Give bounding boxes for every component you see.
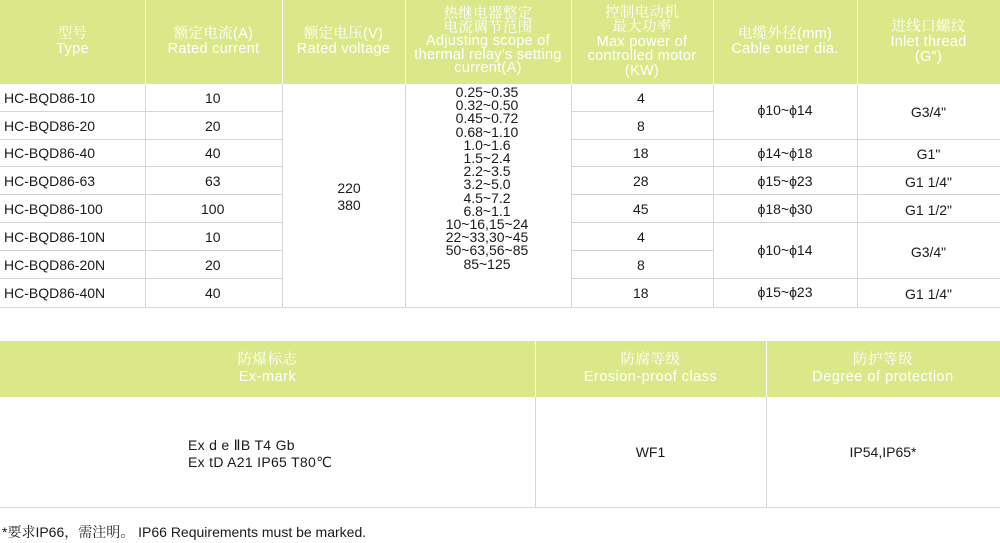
mark-table-bottom-border xyxy=(0,507,1000,508)
header-thermal-en3: current(A) xyxy=(454,60,522,77)
current-cell: 40 xyxy=(205,145,221,161)
ex-mark-line: Ex d e ⅡB T4 Gb xyxy=(188,437,295,453)
row-divider xyxy=(0,111,282,112)
header-power-zh: 控制电动机 xyxy=(605,4,679,21)
thermal-range: 0.45~0.72 xyxy=(455,110,519,127)
inlet-thread-cell: G3/4" xyxy=(910,244,947,260)
row-divider xyxy=(713,166,1000,167)
header-rated-voltage xyxy=(282,0,405,84)
row-divider xyxy=(713,194,1000,195)
header-divider xyxy=(571,0,572,84)
header-current-zh: 额定电流(A) xyxy=(173,26,254,42)
thermal-range: 4.5~7.2 xyxy=(463,189,511,206)
row-divider xyxy=(571,111,713,112)
rated-voltage-cell xyxy=(293,180,405,214)
model-cell: HC-BQD86-40 xyxy=(4,145,96,161)
cable-dia-cell: ϕ10~ϕ14 xyxy=(757,242,813,258)
row-divider xyxy=(713,222,1000,223)
current-cell: 63 xyxy=(205,173,221,189)
inlet-thread-cell: G3/4" xyxy=(910,104,947,120)
thermal-range: 3.2~5.0 xyxy=(463,176,511,193)
thermal-range: 22~33,30~45 xyxy=(445,229,529,246)
thermal-range-list xyxy=(406,86,568,271)
header-divider xyxy=(713,0,714,84)
header-erosion-class xyxy=(535,341,766,397)
current-cell: 10 xyxy=(205,90,221,106)
current-cell: 40 xyxy=(205,285,221,301)
row-divider xyxy=(571,278,713,279)
footnote: *要求IP66，需注明。 IP66 Requirements must be marked. xyxy=(2,524,367,540)
header-protection-degree xyxy=(766,341,1000,397)
thermal-range: 0.32~0.50 xyxy=(455,97,519,114)
ex-mark-line: Ex tD A21 IP65 T80℃ xyxy=(188,454,333,470)
header-thermal-zh2: 电流调节范围 xyxy=(443,19,533,36)
row-divider xyxy=(713,278,1000,279)
header-cable-zh: 电缆外径(mm) xyxy=(737,26,833,42)
header-rated-current xyxy=(145,0,282,84)
header-divider xyxy=(282,0,283,84)
current-cell: 100 xyxy=(201,201,225,217)
header-type xyxy=(0,0,145,84)
model-cell: HC-BQD86-100 xyxy=(4,201,103,217)
header-max-power xyxy=(571,0,713,84)
header-thread-en2: (G") xyxy=(914,48,943,65)
header-power-en3: (KW) xyxy=(624,62,660,79)
row-divider xyxy=(0,194,282,195)
header-current-en: Rated current xyxy=(167,41,260,57)
thermal-range: 0.68~1.10 xyxy=(455,123,519,140)
header-type-zh: 型号 xyxy=(57,26,88,42)
header-voltage-en: Rated voltage xyxy=(296,41,391,57)
row-divider xyxy=(0,222,282,223)
header-cable-en: Cable outer dia. xyxy=(731,41,839,57)
model-cell: HC-BQD86-10 xyxy=(4,90,96,106)
thermal-range: 10~16,15~24 xyxy=(445,216,529,233)
row-divider xyxy=(0,278,282,279)
header-erosion-en: Erosion-proof class xyxy=(583,369,718,385)
thermal-range: 50~63,56~85 xyxy=(445,242,529,259)
power-cell: 18 xyxy=(633,145,649,161)
voltage-value: 220 xyxy=(337,180,361,196)
header-ex-mark-zh: 防爆标志 xyxy=(237,352,298,368)
header-divider xyxy=(145,0,146,84)
column-divider xyxy=(571,84,572,307)
power-cell: 28 xyxy=(633,173,649,189)
thermal-range: 6.8~1.1 xyxy=(463,202,511,219)
cable-dia-cell: ϕ15~ϕ23 xyxy=(757,284,813,300)
header-type-en: Type xyxy=(56,41,89,57)
model-cell: HC-BQD86-63 xyxy=(4,173,96,189)
cable-dia-cell: ϕ10~ϕ14 xyxy=(757,102,813,118)
header-thermal-en2: thermal relay's setting xyxy=(414,46,562,63)
row-divider xyxy=(713,139,1000,140)
current-cell: 20 xyxy=(205,118,221,134)
current-cell: 20 xyxy=(205,257,221,273)
power-cell: 45 xyxy=(633,201,649,217)
model-cell: HC-BQD86-10N xyxy=(4,229,106,245)
header-ex-mark xyxy=(0,341,535,397)
model-cell: HC-BQD86-20 xyxy=(4,118,96,134)
inlet-thread-cell: G1 1/4" xyxy=(905,286,952,302)
row-divider xyxy=(0,139,282,140)
thermal-range: 85~125 xyxy=(463,255,511,272)
protection-degree-value: IP54,IP65* xyxy=(849,444,917,460)
header-divider xyxy=(766,341,767,397)
header-power-en: Max power of xyxy=(596,33,688,50)
header-thermal-zh: 热继电器整定 xyxy=(443,6,533,23)
cable-dia-cell: ϕ14~ϕ18 xyxy=(757,145,813,161)
inlet-thread-cell: G1 1/4" xyxy=(905,174,952,190)
model-cell: HC-BQD86-40N xyxy=(4,285,106,301)
cable-dia-cell: ϕ15~ϕ23 xyxy=(757,173,813,189)
thermal-range: 1.5~2.4 xyxy=(463,150,511,167)
thermal-range: 0.25~0.35 xyxy=(455,84,519,100)
erosion-class-value: WF1 xyxy=(635,444,666,460)
row-divider xyxy=(0,250,282,251)
header-divider xyxy=(405,0,406,84)
header-power-zh2: 最大功率 xyxy=(612,19,672,36)
header-thermal-relay xyxy=(405,0,571,84)
header-divider xyxy=(535,341,536,397)
ex-mark-value xyxy=(188,437,332,471)
current-cell: 10 xyxy=(205,229,221,245)
power-cell: 8 xyxy=(637,118,645,134)
row-divider xyxy=(571,166,713,167)
header-thread-zh: 进线口螺纹 xyxy=(891,18,966,35)
header-power-en2: controlled motor xyxy=(587,48,697,65)
row-divider xyxy=(571,194,713,195)
header-thread-en: Inlet thread xyxy=(890,33,967,50)
column-divider xyxy=(145,84,146,307)
header-voltage-zh: 额定电压(V) xyxy=(303,26,384,42)
inlet-thread-cell: G1" xyxy=(916,146,941,162)
header-ex-mark-en: Ex-mark xyxy=(238,369,297,385)
row-divider xyxy=(571,250,713,251)
power-cell: 4 xyxy=(637,229,645,245)
power-cell: 8 xyxy=(637,257,645,273)
header-thermal-en: Adjusting scope of xyxy=(426,33,550,50)
table-bottom-border xyxy=(0,307,1000,308)
column-divider xyxy=(282,84,283,307)
header-protection-en: Degree of protection xyxy=(812,369,954,385)
row-divider xyxy=(571,222,713,223)
thermal-range: 2.2~3.5 xyxy=(463,163,511,180)
cable-dia-cell: ϕ18~ϕ30 xyxy=(757,201,813,217)
power-cell: 4 xyxy=(637,90,645,106)
header-divider xyxy=(857,0,858,84)
thermal-range: 1.0~1.6 xyxy=(463,136,511,153)
inlet-thread-cell: G1 1/2" xyxy=(905,202,952,218)
voltage-value: 380 xyxy=(337,197,361,213)
model-cell: HC-BQD86-20N xyxy=(4,257,106,273)
header-inlet-thread xyxy=(857,0,1000,84)
row-divider xyxy=(571,139,713,140)
header-protection-zh: 防护等级 xyxy=(853,352,913,368)
header-cable-dia xyxy=(713,0,857,84)
row-divider xyxy=(0,166,282,167)
header-erosion-zh: 防腐等级 xyxy=(620,352,681,368)
power-cell: 18 xyxy=(633,285,649,301)
